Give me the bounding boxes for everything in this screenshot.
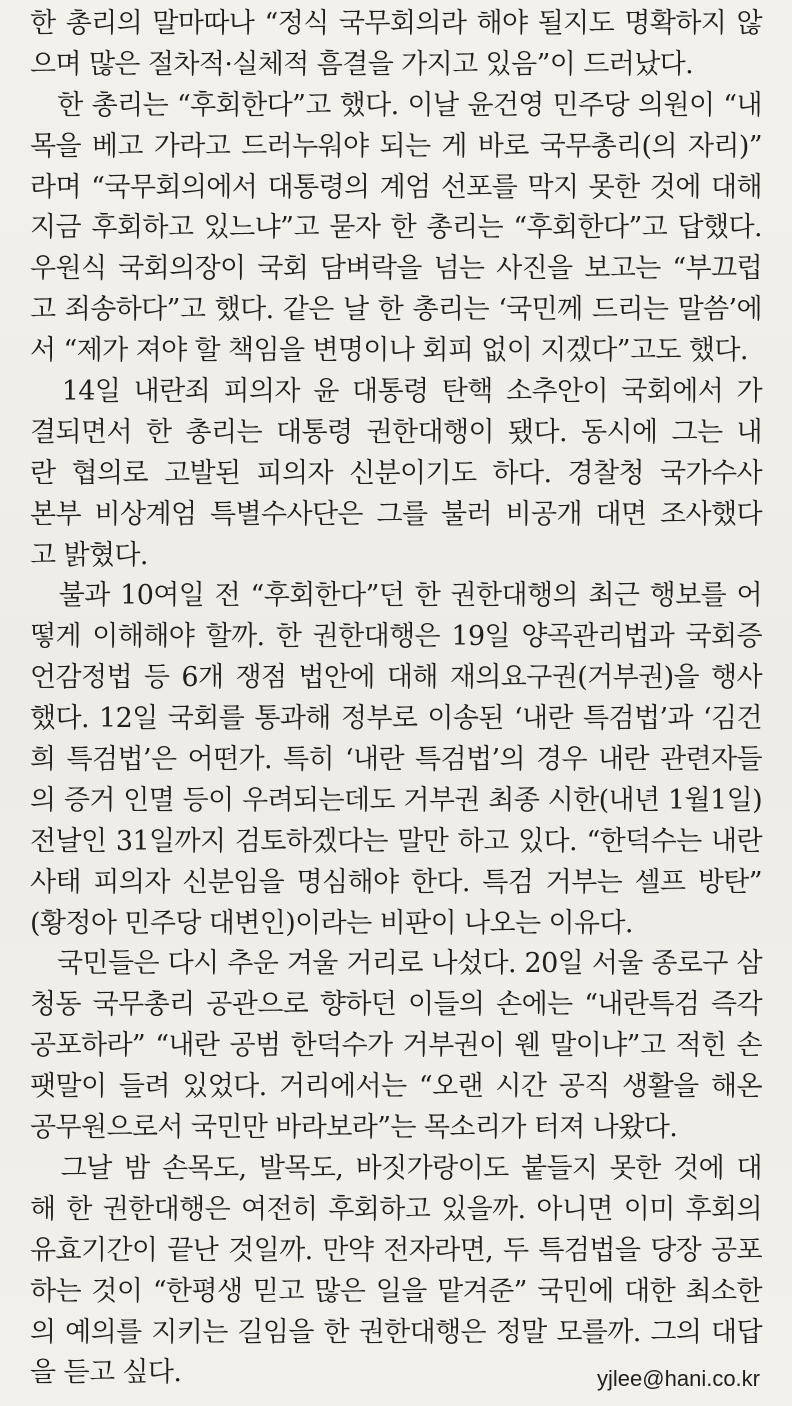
article-line: 으며 많은 절차적·실체적 흠결을 가지고 있음”이 드러났다.	[30, 48, 694, 80]
article-line: 14일 내란죄 피의자 윤 대통령 탄핵 소추안이 국회에서 가	[30, 376, 762, 408]
article-line: 우원식 국회의장이 국회 담벼락을 넘는 사진을 보고는 “부끄럽	[30, 253, 762, 285]
article-line: 하는 것이 “한평생 믿고 많은 일을 맡겨준” 국민에 대한 최소한	[30, 1275, 762, 1307]
article-line: 언감정법 등 6개 쟁점 법안에 대해 재의요구권(거부권)을 행사	[30, 662, 762, 694]
article-line: 란 협의로 고발된 피의자 신분이기도 하다. 경찰청 국가수사	[30, 457, 762, 489]
article-body	[30, 4, 762, 1394]
article-line: 사태 피의자 신분임을 명심해야 한다. 특검 거부는 셀프 방탄”	[30, 866, 762, 898]
article-line: 라며 “국무회의에서 대통령의 계엄 선포를 막지 못한 것에 대해	[30, 171, 762, 203]
article-line: 공무원으로서 국민만 바라보라”는 목소리가 터져 나왔다.	[30, 1112, 678, 1144]
article-line: 의 예의를 지키는 길임을 한 권한대행은 정말 모를까. 그의 대답	[30, 1316, 762, 1348]
article-line: 결되면서 한 총리는 대통령 권한대행이 됐다. 동시에 그는 내	[30, 416, 762, 448]
article-line: 했다. 12일 국회를 통과해 정부로 이송된 ‘내란 특검법’과 ‘김건	[30, 703, 762, 735]
article-line: 지금 후회하고 있느냐”고 묻자 한 총리는 “후회한다”고 답했다.	[30, 212, 762, 244]
article-line: 한 총리의 말마따나 “정식 국무회의라 해야 될지도 명확하지 않	[30, 8, 762, 39]
article-line: 목을 베고 가라고 드러누워야 되는 게 바로 국무총리(의 자리)”	[30, 130, 762, 162]
article-line: 공포하라” “내란 공범 한덕수가 거부권이 웬 말이냐”고 적힌 손	[30, 1030, 762, 1062]
article-line: 고 밝혔다.	[30, 539, 148, 571]
article-line: 한 총리는 “후회한다”고 했다. 이날 윤건영 민주당 의원이 “내	[30, 89, 762, 121]
article-line: 희 특검법’은 어떤가. 특히 ‘내란 특검법’의 경우 내란 관련자들	[30, 744, 762, 776]
article-line: 팻말이 들려 있었다. 거리에서는 “오랜 시간 공직 생활을 해온	[30, 1071, 762, 1103]
article-line: 떻게 이해해야 할까. 한 권한대행은 19일 양곡관리법과 국회증	[30, 621, 762, 653]
article-line: 불과 10여일 전 “후회한다”던 한 권한대행의 최근 행보를 어	[30, 580, 762, 612]
article-line: 의 증거 인멸 등이 우려되는데도 거부권 최종 시한(내년 1월1일)	[30, 784, 762, 816]
article-line: 그날 밤 손목도, 발목도, 바짓가랑이도 붙들지 못한 것에 대	[30, 1152, 762, 1184]
article-line: 을 듣고 싶다.	[30, 1357, 182, 1389]
article-line: 청동 국무총리 공관으로 향하던 이들의 손에는 “내란특검 즉각	[30, 989, 762, 1021]
article-line: (황정아 민주당 대변인)이라는 비판이 나오는 이유다.	[30, 907, 633, 939]
article-line: 해 한 권한대행은 여전히 후회하고 있을까. 아니면 이미 후회의	[30, 1193, 762, 1225]
article-line: 본부 비상계엄 특별수사단은 그를 불러 비공개 대면 조사했다	[30, 498, 762, 530]
article-line: 국민들은 다시 추운 겨울 거리로 나섰다. 20일 서울 종로구 삼	[30, 948, 762, 980]
article-line: 고 죄송하다”고 했다. 같은 날 한 총리는 ‘국민께 드리는 말씀’에	[30, 294, 762, 326]
article-line: 서 “제가 져야 할 책임을 변명이나 회피 없이 지겠다”고도 했다.	[30, 335, 748, 367]
article-line: 유효기간이 끝난 것일까. 만약 전자라면, 두 특검법을 당장 공포	[30, 1234, 762, 1266]
author-email: yjlee@hani.co.kr	[597, 1366, 760, 1391]
article-line: 전날인 31일까지 검토하겠다는 말만 하고 있다. “한덕수는 내란	[30, 825, 762, 857]
